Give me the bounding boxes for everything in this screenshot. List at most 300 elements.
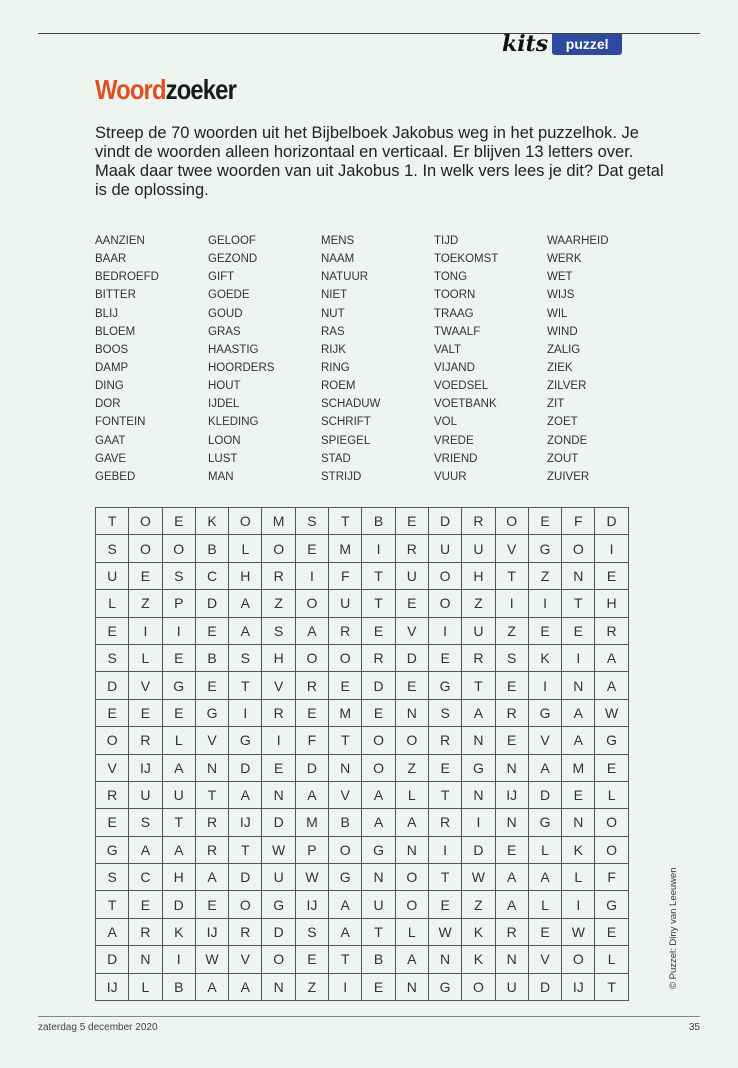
grid-cell[interactable]: D (96, 946, 129, 973)
grid-cell[interactable]: T (362, 562, 395, 589)
grid-cell[interactable]: E (162, 699, 195, 726)
grid-cell[interactable]: R (462, 508, 495, 535)
word-item: BOOS (95, 343, 129, 356)
grid-cell[interactable]: M (329, 699, 362, 726)
grid-cell[interactable]: N (129, 946, 162, 973)
grid-cell[interactable]: A (96, 918, 129, 945)
grid-cell[interactable]: W (462, 864, 495, 891)
grid-cell[interactable]: E (395, 508, 428, 535)
grid-cell[interactable]: G (329, 864, 362, 891)
grid-cell[interactable]: K (462, 918, 495, 945)
grid-cell[interactable]: C (129, 864, 162, 891)
grid-cell[interactable]: I (428, 836, 461, 863)
grid-cell[interactable]: E (562, 617, 595, 644)
grid-cell[interactable]: P (295, 836, 328, 863)
grid-cell[interactable]: E (129, 891, 162, 918)
grid-cell[interactable]: T (362, 918, 395, 945)
grid-cell[interactable]: V (528, 727, 561, 754)
grid-cell[interactable]: G (96, 836, 129, 863)
grid-cell[interactable]: T (329, 508, 362, 535)
grid-cell[interactable]: E (528, 508, 561, 535)
grid-cell[interactable]: R (229, 918, 262, 945)
word-item: HAASTIG (208, 343, 259, 356)
grid-cell[interactable]: D (162, 891, 195, 918)
grid-cell[interactable]: O (428, 562, 461, 589)
grid-cell[interactable]: F (329, 562, 362, 589)
grid-cell[interactable]: E (96, 617, 129, 644)
grid-cell[interactable]: A (495, 864, 528, 891)
grid-cell[interactable]: O (562, 946, 595, 973)
grid-cell[interactable]: E (362, 617, 395, 644)
grid-cell[interactable]: I (595, 535, 628, 562)
grid-cell[interactable]: D (96, 672, 129, 699)
grid-cell[interactable]: E (595, 562, 628, 589)
word-item: SCHRIFT (321, 416, 371, 429)
grid-cell[interactable]: O (362, 754, 395, 781)
grid-cell[interactable]: G (528, 809, 561, 836)
grid-cell[interactable]: T (96, 508, 129, 535)
grid-cell[interactable]: A (362, 781, 395, 808)
grid-cell[interactable]: E (495, 672, 528, 699)
grid-cell[interactable]: O (229, 891, 262, 918)
grid-cell[interactable]: N (562, 562, 595, 589)
grid-cell[interactable]: A (162, 836, 195, 863)
grid-cell[interactable]: IJ (96, 973, 129, 1000)
grid-cell[interactable]: D (528, 781, 561, 808)
grid-cell[interactable]: R (329, 617, 362, 644)
grid-cell[interactable]: E (428, 754, 461, 781)
grid-cell[interactable]: W (562, 918, 595, 945)
grid-cell[interactable]: E (495, 727, 528, 754)
grid-cell[interactable]: O (329, 644, 362, 671)
grid-cell[interactable]: R (295, 672, 328, 699)
grid-cell[interactable]: O (229, 508, 262, 535)
grid-cell[interactable]: R (395, 535, 428, 562)
grid-cell[interactable]: O (162, 535, 195, 562)
grid-cell[interactable]: V (528, 946, 561, 973)
word-list (95, 232, 660, 486)
grid-cell[interactable]: L (595, 781, 628, 808)
grid-cell[interactable]: E (162, 508, 195, 535)
grid-cell[interactable]: S (295, 508, 328, 535)
grid-cell[interactable]: E (528, 617, 561, 644)
grid-cell[interactable]: I (462, 809, 495, 836)
grid-cell[interactable]: D (395, 644, 428, 671)
grid-cell[interactable]: V (395, 617, 428, 644)
grid-cell[interactable]: O (295, 590, 328, 617)
grid-cell[interactable]: D (428, 508, 461, 535)
grid-cell[interactable]: B (195, 535, 228, 562)
grid-cell[interactable]: L (562, 864, 595, 891)
grid-cell[interactable]: T (362, 590, 395, 617)
grid-cell[interactable]: A (329, 918, 362, 945)
grid-cell[interactable]: I (362, 535, 395, 562)
grid-cell[interactable]: R (262, 562, 295, 589)
grid-cell[interactable]: E (96, 699, 129, 726)
grid-cell[interactable]: O (262, 535, 295, 562)
grid-cell[interactable]: O (129, 508, 162, 535)
grid-cell[interactable]: R (96, 781, 129, 808)
grid-cell[interactable]: R (462, 644, 495, 671)
grid-cell[interactable]: E (595, 754, 628, 781)
grid-cell[interactable]: U (462, 617, 495, 644)
word-item: WERK (547, 253, 582, 266)
grid-cell[interactable]: IJ (229, 809, 262, 836)
grid-cell[interactable]: O (262, 946, 295, 973)
grid-cell[interactable]: S (129, 809, 162, 836)
grid-cell[interactable]: S (96, 864, 129, 891)
grid-cell[interactable]: U (462, 535, 495, 562)
grid-cell[interactable]: IJ (495, 781, 528, 808)
grid-cell[interactable]: A (562, 727, 595, 754)
grid-cell[interactable]: L (129, 973, 162, 1000)
grid-cell[interactable]: S (162, 562, 195, 589)
grid-cell[interactable]: O (329, 836, 362, 863)
grid-cell[interactable]: D (462, 836, 495, 863)
grid-cell[interactable]: B (195, 644, 228, 671)
grid-cell[interactable]: M (329, 535, 362, 562)
grid-cell[interactable]: A (129, 836, 162, 863)
grid-cell[interactable]: H (462, 562, 495, 589)
grid-cell[interactable]: U (495, 973, 528, 1000)
grid-cell[interactable]: D (295, 754, 328, 781)
grid-cell[interactable]: K (195, 508, 228, 535)
grid-cell[interactable]: A (362, 809, 395, 836)
grid-cell[interactable]: Z (129, 590, 162, 617)
grid-cell[interactable]: E (329, 672, 362, 699)
grid-cell[interactable]: O (362, 727, 395, 754)
grid-cell[interactable]: N (562, 809, 595, 836)
grid-cell[interactable]: V (195, 727, 228, 754)
grid-cell[interactable]: U (329, 590, 362, 617)
grid-cell[interactable]: I (162, 946, 195, 973)
grid-cell[interactable]: D (595, 508, 628, 535)
word-item: FONTEIN (95, 416, 146, 429)
grid-cell[interactable]: Z (462, 891, 495, 918)
grid-cell[interactable]: S (96, 644, 129, 671)
grid-cell[interactable]: H (595, 590, 628, 617)
grid-cell[interactable]: I (528, 672, 561, 699)
grid-cell[interactable]: Z (262, 590, 295, 617)
grid-cell[interactable]: A (528, 754, 561, 781)
grid-cell[interactable]: Z (495, 617, 528, 644)
grid-cell[interactable]: W (595, 699, 628, 726)
grid-cell[interactable]: E (195, 617, 228, 644)
grid-cell[interactable]: G (595, 891, 628, 918)
word-item: GIFT (208, 271, 235, 284)
grid-cell[interactable]: T (229, 672, 262, 699)
grid-cell[interactable]: E (562, 781, 595, 808)
grid-cell[interactable]: G (428, 672, 461, 699)
grid-cell[interactable]: W (295, 864, 328, 891)
grid-cell[interactable]: K (162, 918, 195, 945)
grid-cell[interactable]: L (395, 918, 428, 945)
grid-cell[interactable]: N (495, 754, 528, 781)
grid-cell[interactable]: W (195, 946, 228, 973)
grid-cell[interactable]: G (595, 727, 628, 754)
word-item: SCHADUW (321, 398, 381, 411)
grid-cell[interactable]: K (562, 836, 595, 863)
grid-cell[interactable]: I (495, 590, 528, 617)
grid-cell[interactable]: T (428, 781, 461, 808)
grid-cell[interactable]: O (129, 535, 162, 562)
grid-cell[interactable]: A (295, 781, 328, 808)
grid-cell[interactable]: D (262, 809, 295, 836)
grid-cell[interactable]: R (262, 699, 295, 726)
grid-cell[interactable]: V (96, 754, 129, 781)
grid-cell[interactable]: E (96, 809, 129, 836)
word-item: ZALIG (547, 343, 581, 356)
grid-cell[interactable]: A (528, 864, 561, 891)
grid-cell[interactable]: G (362, 836, 395, 863)
grid-cell[interactable]: T (162, 809, 195, 836)
grid-cell[interactable]: G (195, 699, 228, 726)
grid-cell[interactable]: W (262, 836, 295, 863)
grid-cell[interactable]: Z (395, 754, 428, 781)
grid-cell[interactable]: E (162, 644, 195, 671)
grid-cell[interactable]: L (528, 836, 561, 863)
grid-cell[interactable]: IJ (129, 754, 162, 781)
grid-cell[interactable]: A (229, 590, 262, 617)
grid-cell[interactable]: L (395, 781, 428, 808)
grid-cell[interactable]: H (262, 644, 295, 671)
grid-cell[interactable]: A (195, 973, 228, 1000)
grid-cell[interactable]: N (395, 836, 428, 863)
grid-cell[interactable]: T (329, 946, 362, 973)
grid-cell[interactable]: E (428, 891, 461, 918)
grid-cell[interactable]: I (562, 644, 595, 671)
grid-cell[interactable]: O (428, 590, 461, 617)
grid-cell[interactable]: E (495, 836, 528, 863)
grid-cell[interactable]: I (262, 727, 295, 754)
grid-cell[interactable]: T (428, 864, 461, 891)
grid-cell[interactable]: A (562, 699, 595, 726)
grid-cell[interactable]: M (262, 508, 295, 535)
grid-cell[interactable]: E (129, 699, 162, 726)
grid-cell[interactable]: N (195, 754, 228, 781)
grid-cell[interactable]: O (395, 864, 428, 891)
grid-cell[interactable]: O (96, 727, 129, 754)
grid-cell[interactable]: K (528, 644, 561, 671)
grid-cell[interactable]: M (562, 754, 595, 781)
grid-cell[interactable]: E (595, 918, 628, 945)
grid-cell[interactable]: I (129, 617, 162, 644)
grid-cell[interactable]: IJ (195, 918, 228, 945)
grid-cell[interactable]: E (528, 918, 561, 945)
grid-cell[interactable]: E (195, 672, 228, 699)
grid-cell[interactable]: U (162, 781, 195, 808)
grid-cell[interactable]: R (362, 644, 395, 671)
grid-cell[interactable]: I (428, 617, 461, 644)
grid-cell[interactable]: F (595, 864, 628, 891)
grid-cell[interactable]: I (562, 891, 595, 918)
grid-cell[interactable]: U (395, 562, 428, 589)
grid-cell[interactable]: K (462, 946, 495, 973)
grid-cell[interactable]: S (495, 644, 528, 671)
grid-cell[interactable]: V (495, 535, 528, 562)
grid-cell[interactable]: E (395, 672, 428, 699)
grid-cell[interactable]: O (295, 644, 328, 671)
grid-cell[interactable]: U (362, 891, 395, 918)
grid-cell[interactable]: D (262, 918, 295, 945)
grid-cell[interactable]: V (329, 781, 362, 808)
grid-cell[interactable]: E (428, 644, 461, 671)
grid-cell[interactable]: N (395, 699, 428, 726)
grid-cell[interactable]: R (595, 617, 628, 644)
grid-cell[interactable]: T (229, 836, 262, 863)
grid-cell[interactable]: A (162, 754, 195, 781)
grid-cell[interactable]: O (462, 973, 495, 1000)
grid-cell[interactable]: G (162, 672, 195, 699)
grid-cell[interactable]: A (229, 973, 262, 1000)
grid-cell[interactable]: T (96, 891, 129, 918)
grid-cell[interactable]: N (395, 973, 428, 1000)
grid-cell[interactable]: U (96, 562, 129, 589)
grid-cell[interactable]: A (595, 644, 628, 671)
grid-cell[interactable]: Z (462, 590, 495, 617)
grid-cell[interactable]: A (595, 672, 628, 699)
intro-text: Streep de 70 woorden uit het Bijbelboek Jakobus weg in het puzzelhok. Je vindt de woorden alleen horizontaal en verticaal. Er blijven 13 letters over. Maak daar twee woorden van uit Jakobus 1. In welk vers lees je dit? Dat getal is de oplossing. (95, 124, 664, 199)
grid-cell[interactable]: E (362, 699, 395, 726)
grid-cell[interactable]: V (129, 672, 162, 699)
grid-cell[interactable]: B (329, 809, 362, 836)
grid-cell[interactable]: R (495, 699, 528, 726)
grid-cell[interactable]: N (262, 973, 295, 1000)
grid-cell[interactable]: R (428, 727, 461, 754)
grid-cell[interactable]: D (195, 590, 228, 617)
grid-cell[interactable]: E (295, 535, 328, 562)
grid-cell[interactable]: F (562, 508, 595, 535)
grid-cell[interactable]: D (229, 754, 262, 781)
grid-cell[interactable]: P (162, 590, 195, 617)
grid-cell[interactable]: E (362, 973, 395, 1000)
grid-cell[interactable]: S (96, 535, 129, 562)
grid-cell[interactable]: L (129, 644, 162, 671)
grid-cell[interactable]: R (195, 809, 228, 836)
grid-cell[interactable]: N (262, 781, 295, 808)
grid-cell[interactable]: IJ (295, 891, 328, 918)
grid-cell[interactable]: N (362, 864, 395, 891)
grid-cell[interactable]: C (195, 562, 228, 589)
grid-cell[interactable]: M (295, 809, 328, 836)
grid-cell[interactable]: A (195, 864, 228, 891)
grid-cell[interactable]: IJ (562, 973, 595, 1000)
grid-cell[interactable]: N (562, 672, 595, 699)
grid-cell[interactable]: L (528, 891, 561, 918)
grid-cell[interactable]: H (229, 562, 262, 589)
grid-cell[interactable]: N (495, 809, 528, 836)
grid-cell[interactable]: B (362, 508, 395, 535)
grid-cell[interactable]: O (595, 836, 628, 863)
grid-cell[interactable]: W (428, 918, 461, 945)
grid-cell[interactable]: A (329, 891, 362, 918)
grid-cell[interactable]: O (495, 508, 528, 535)
grid-cell[interactable]: T (595, 973, 628, 1000)
grid-cell[interactable]: O (595, 809, 628, 836)
grid-cell[interactable]: I (162, 617, 195, 644)
grid-cell[interactable]: G (229, 727, 262, 754)
grid-cell[interactable]: A (295, 617, 328, 644)
grid-cell[interactable]: Z (528, 562, 561, 589)
grid-cell[interactable]: I (229, 699, 262, 726)
grid-cell[interactable]: G (528, 535, 561, 562)
grid-cell[interactable]: L (162, 727, 195, 754)
grid-cell[interactable]: L (595, 946, 628, 973)
grid-cell[interactable]: R (495, 918, 528, 945)
grid-cell[interactable]: G (428, 973, 461, 1000)
grid-cell[interactable]: I (295, 562, 328, 589)
grid-cell[interactable]: V (229, 946, 262, 973)
grid-cell[interactable]: A (229, 781, 262, 808)
grid-cell[interactable]: S (262, 617, 295, 644)
grid-cell[interactable]: U (262, 864, 295, 891)
footer-date: zaterdag 5 december 2020 (38, 1022, 158, 1033)
grid-cell[interactable]: D (229, 864, 262, 891)
grid-cell[interactable]: O (395, 727, 428, 754)
grid-cell[interactable]: A (462, 699, 495, 726)
grid-cell[interactable]: R (129, 727, 162, 754)
grid-cell[interactable]: F (295, 727, 328, 754)
grid-cell[interactable]: L (229, 535, 262, 562)
grid-cell[interactable]: R (428, 809, 461, 836)
grid-cell[interactable]: A (495, 891, 528, 918)
grid-cell[interactable]: O (562, 535, 595, 562)
grid-cell[interactable]: E (195, 891, 228, 918)
grid-cell[interactable]: E (395, 590, 428, 617)
grid-cell[interactable]: B (362, 946, 395, 973)
grid-cell[interactable]: N (329, 754, 362, 781)
grid-cell[interactable]: E (295, 946, 328, 973)
grid-cell[interactable]: L (96, 590, 129, 617)
grid-cell[interactable]: R (129, 918, 162, 945)
grid-cell[interactable]: D (362, 672, 395, 699)
grid-cell[interactable]: U (428, 535, 461, 562)
grid-cell[interactable]: E (262, 754, 295, 781)
grid-cell[interactable]: A (395, 946, 428, 973)
grid-cell[interactable]: O (395, 891, 428, 918)
grid-cell[interactable]: T (462, 672, 495, 699)
grid-cell[interactable]: G (262, 891, 295, 918)
grid-cell[interactable]: H (162, 864, 195, 891)
grid-cell[interactable]: N (462, 727, 495, 754)
grid-cell[interactable]: I (528, 590, 561, 617)
grid-cell[interactable]: T (495, 562, 528, 589)
grid-cell[interactable]: S (428, 699, 461, 726)
grid-cell[interactable]: G (528, 699, 561, 726)
grid-cell[interactable]: S (295, 918, 328, 945)
grid-cell[interactable]: T (195, 781, 228, 808)
grid-cell[interactable]: N (428, 946, 461, 973)
grid-cell[interactable]: G (462, 754, 495, 781)
grid-cell[interactable]: I (329, 973, 362, 1000)
grid-cell[interactable]: U (129, 781, 162, 808)
grid-cell[interactable]: Z (295, 973, 328, 1000)
grid-cell[interactable]: T (329, 727, 362, 754)
grid-cell[interactable]: A (395, 809, 428, 836)
grid-cell[interactable]: E (129, 562, 162, 589)
grid-cell[interactable]: B (162, 973, 195, 1000)
grid-cell[interactable]: A (229, 617, 262, 644)
grid-cell[interactable]: T (562, 590, 595, 617)
grid-cell[interactable]: V (262, 672, 295, 699)
grid-cell[interactable]: N (495, 946, 528, 973)
grid-cell[interactable]: D (528, 973, 561, 1000)
grid-row (96, 809, 629, 836)
grid-cell[interactable]: R (195, 836, 228, 863)
grid-cell[interactable]: E (295, 699, 328, 726)
grid-cell[interactable]: S (229, 644, 262, 671)
grid-cell[interactable]: N (462, 781, 495, 808)
